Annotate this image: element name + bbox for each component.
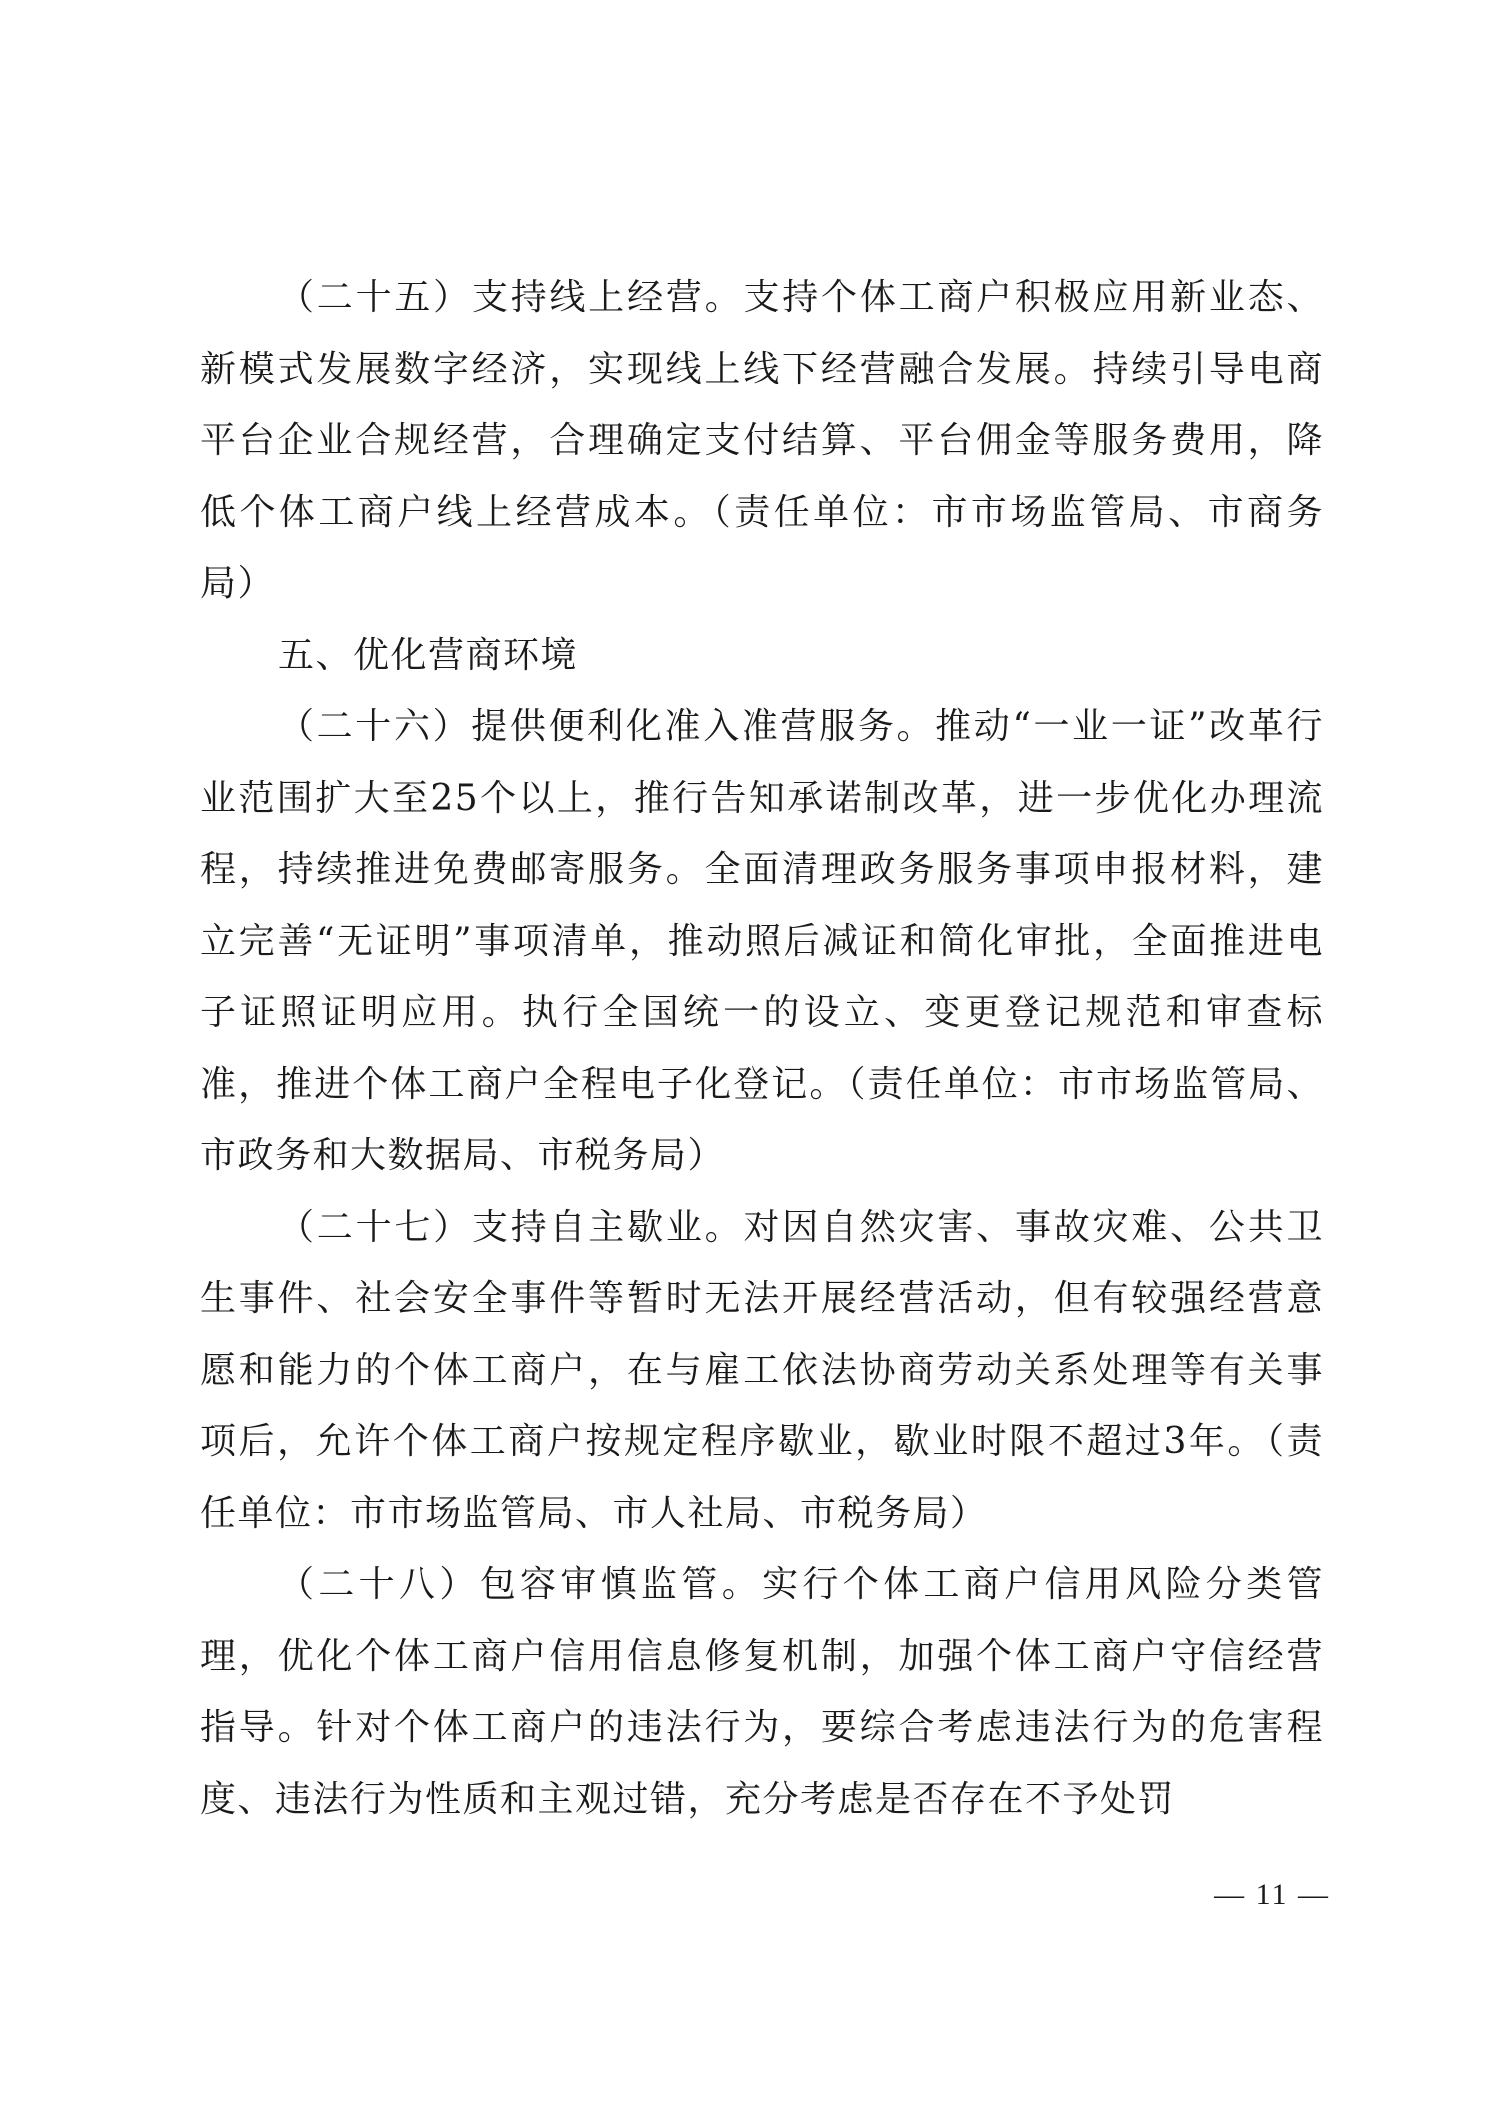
paragraph-26-access-services: （二十六）提供便利化准入准营服务。推动“一业一证”改革行业范围扩大至25个以上，推行告知承诺制改革，进一步优化办理流程，持续推进免费邮寄服务。全面清理政务服务事项申报材料，建立完善“无证明”事项清单，推动照后减证和简化审批，全面推进电子证照证明应用。执行全国统一的设立、变更登记规范和审查标准，推进个体工商户全程电子化登记。（责任单位：市市场监管局、市政务和大数据局、市税务局） [200, 706, 1324, 1176]
paragraph-25-online-operation: （二十五）支持线上经营。支持个体工商户积极应用新业态、新模式发展数字经济，实现线上线下经营融合发展。持续引导电商平台企业合规经营，合理确定支付结算、平台佣金等服务费用，降低个体工商户线上经营成本。（责任单位：市市场监管局、市商务局） [200, 277, 1324, 604]
page-number: — 11 — [1214, 1878, 1330, 1911]
section-heading-optimize-business-environment: 五、优化营商环境 [278, 634, 579, 676]
paragraph-28-prudent-supervision: （二十八）包容审慎监管。实行个体工商户信用风险分类管理，优化个体工商户信用信息修复机制，加强个体工商户守信经营指导。针对个体工商户的违法行为，要综合考虑违法行为的危害程度、违法行为性质和主观过错，充分考虑是否存在不予处罚 [200, 1564, 1324, 1820]
document-body [200, 262, 1324, 1835]
paragraph-27-voluntary-suspension: （二十七）支持自主歇业。对因自然灾害、事故灾难、公共卫生事件、社会安全事件等暂时无法开展经营活动，但有较强经营意愿和能力的个体工商户，在与雇工依法协商劳动关系处理等有关事项后，允许个体工商户按规定程序歇业，歇业时限不超过3年。（责任单位：市市场监管局、市人社局、市税务局） [200, 1206, 1324, 1534]
